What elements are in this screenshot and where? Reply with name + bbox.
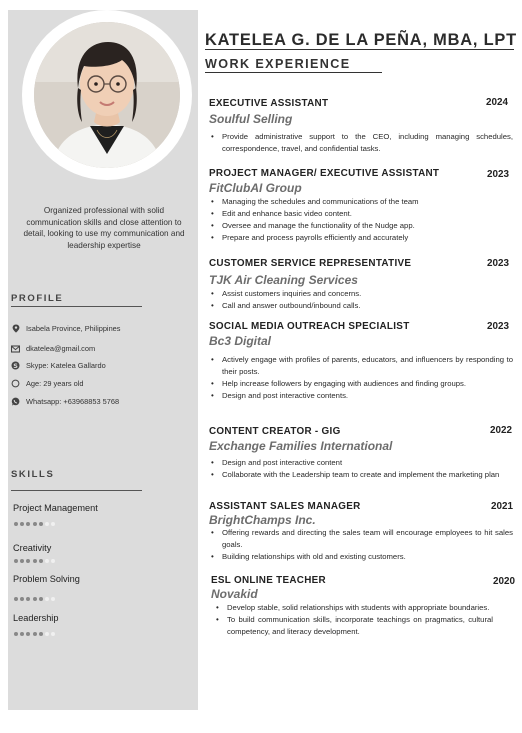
skill-rating-dots [14,632,55,636]
contact-skype-text: Skype: Katelea Gallardo [26,361,106,370]
contact-location [11,323,191,334]
profile-photo [34,22,180,168]
rating-dot-filled [26,522,30,526]
job-duty-item: • Help increase followers by engaging with audiences and finding groups. [209,378,513,390]
rating-dot-filled [39,632,43,636]
rating-dot-filled [33,559,37,563]
contact-age-text: Age: 29 years old [26,379,84,388]
rating-dot-filled [26,597,30,601]
rating-dot-filled [33,522,37,526]
skill-project-management: Project Management [13,503,98,513]
job-duty-item: • Provide administrative support to the CEO, including managing schedules, correspondence, travel, and confidential tasks. [209,131,513,155]
rating-dot-filled [39,559,43,563]
job-duty-item: • Offering rewards and directing the sales team will encourage employees to hit sales goals. [209,527,513,551]
company-name: Soulful Selling [209,112,293,126]
job-year: 2020 [493,576,515,587]
profile-divider [11,306,142,307]
job-year: 2023 [487,258,509,269]
job-duties [209,288,513,312]
job-year: 2022 [490,425,512,436]
rating-dot-filled [20,559,24,563]
job-duty-item: • Prepare and process payrolls efficiently and accurately [209,232,513,244]
work-experience-heading: WORK EXPERIENCE [205,57,351,71]
contact-skype [11,360,191,371]
rating-dot-empty [51,559,55,563]
skype-icon [11,361,20,370]
job-duty-item: • Assist customers inquiries and concerns. [209,288,513,300]
contact-email-text[interactable]: dkatelea@gmail.com [26,344,96,353]
job-title: ASSISTANT SALES MANAGER [209,501,361,512]
company-name: TJK Air Cleaning Services [209,273,358,287]
job-duty-item: • Managing the schedules and communications of the team [209,196,513,208]
rating-dot-filled [14,597,18,601]
job-duties [214,602,493,638]
rating-dot-empty [51,632,55,636]
name-divider [205,49,514,50]
rating-dot-filled [33,632,37,636]
job-duties [209,196,513,244]
job-year: 2023 [487,321,509,332]
job-title: SOCIAL MEDIA OUTREACH SPECIALIST [209,321,410,332]
job-duties [209,527,513,563]
job-year: 2023 [487,169,509,180]
company-name: Exchange Families International [209,439,393,453]
company-name: FitClubAI Group [209,181,302,195]
skills-divider [11,490,142,491]
rating-dot-filled [39,597,43,601]
rating-dot-filled [14,522,18,526]
contact-whatsapp[interactable] [11,396,191,407]
job-duty-item: • Develop stable, solid relationships with students with appropriate boundaries. [214,602,493,614]
job-title: EXECUTIVE ASSISTANT [209,98,329,109]
skill-creativity: Creativity [13,543,52,553]
skill-rating-dots [14,559,55,563]
job-title: PROJECT MANAGER/ EXECUTIVE ASSISTANT [209,168,440,179]
company-name: BrightChamps Inc. [209,513,316,527]
job-duty-item: • Design and post interactive content [209,457,513,469]
company-name: Novakid [211,587,258,601]
rating-dot-empty [51,597,55,601]
contact-age [11,378,191,389]
rating-dot-filled [14,632,18,636]
job-duties [209,354,513,402]
rating-dot-filled [39,522,43,526]
job-duty-item: • Actively engage with profiles of parents, educators, and influencers by responding to their posts. [209,354,513,378]
svg-text:S: S [13,361,18,370]
rating-dot-filled [20,632,24,636]
rating-dot-empty [45,559,49,563]
email-icon [11,344,20,353]
rating-dot-filled [33,597,37,601]
rating-dot-filled [26,559,30,563]
job-title: CUSTOMER SERVICE REPRESENTATIVE [209,258,412,269]
contact-location-text: Isabela Province, Philippines [26,324,121,333]
rating-dot-empty [45,522,49,526]
company-name: Bc3 Digital [209,334,272,348]
rating-dot-filled [26,632,30,636]
contact-email[interactable] [11,343,191,354]
skill-rating-dots [14,597,55,601]
skills-heading: SKILLS [11,469,55,480]
candidate-name: KATELEA G. DE LA PEÑA, MBA, LPT [205,31,517,49]
skill-problem-solving: Problem Solving [13,574,80,584]
profile-heading: PROFILE [11,293,64,304]
job-duty-item: • Building relationships with old and existing customers. [209,551,513,563]
job-duty-item: • Collaborate with the Leadership team to create and implement the marketing plan [209,469,513,481]
job-duties [209,131,513,155]
location-pin-icon [11,324,20,333]
work-experience-divider [205,72,382,73]
job-title: ESL ONLINE TEACHER [211,575,326,586]
rating-dot-empty [45,597,49,601]
job-duties [209,457,513,481]
portrait-illustration [34,22,180,168]
job-duty-item: • Call and answer outbound/inbound calls. [209,300,513,312]
job-year: 2024 [486,97,508,108]
skill-rating-dots [14,522,55,526]
rating-dot-filled [14,559,18,563]
job-duty-item: • Oversee and manage the functionality of the Nudge app. [209,220,513,232]
circle-icon [11,379,20,388]
rating-dot-empty [45,632,49,636]
job-duty-item: • Edit and enhance basic video content. [209,208,513,220]
rating-dot-filled [20,597,24,601]
job-duty-item: • Design and post interactive contents. [209,390,513,402]
job-title: CONTENT CREATOR - GIG [209,426,341,437]
job-duty-item: • To build communication skills, incorporate teachings on pragmatics, cultural competency, and literacy development. [214,614,493,638]
job-year: 2021 [491,501,513,512]
professional-summary: Organized professional with solid communication skills and close attention to detail, looking to use my communication and leadership expertise [23,206,185,250]
rating-dot-empty [51,522,55,526]
whatsapp-icon [11,397,20,406]
skill-leadership: Leadership [13,613,59,623]
contact-whatsapp-text[interactable]: Whatsapp: +63968853 5768 [26,397,120,406]
rating-dot-filled [20,522,24,526]
